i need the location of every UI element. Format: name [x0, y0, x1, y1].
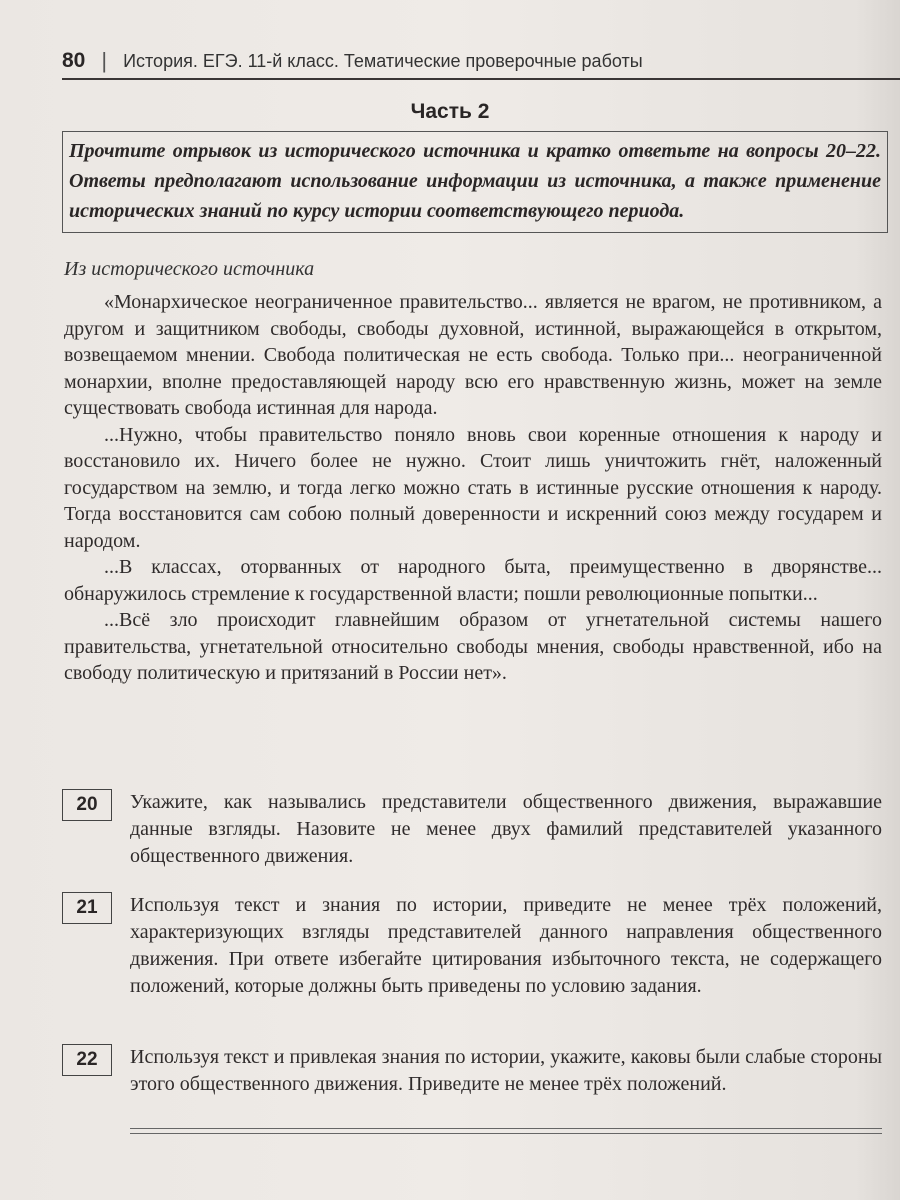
task-number-box: 21 [62, 892, 112, 924]
book-title: История. ЕГЭ. 11-й класс. Тематические проверочные работы [123, 50, 643, 71]
source-paragraph: ...Нужно, чтобы правительство поняло вновь свои коренные отношения к народу и восстановило их. Ничего более не нужно. Стоит лишь уничтожить гнёт, наложенный государством на землю, и тогда легко можно стать в истинные русские отношения к народу. Тогда восстановится сам собою полный доверенности и искренний союз между государем и народом. [64, 423, 882, 552]
task-text: Укажите, как назывались представители общественного движения, выражавшие данные взгляды. Назовите не менее двух фамилий представителей указанного общественного движения. [130, 791, 882, 867]
section-end-double-rule [130, 1128, 882, 1134]
source-label: Из исторического источника [64, 258, 315, 280]
header-separator: | [101, 48, 108, 73]
page-header [62, 44, 900, 80]
task-text: Используя текст и привлекая знания по истории, укажите, каковы были слабые стороны этого общественного движения. Приведите не менее трёх положений. [130, 1046, 882, 1095]
part-title: Часть 2 [410, 100, 490, 123]
task-20 [62, 789, 882, 870]
source-paragraph: «Монархическое неограниченное правительство... является не врагом, не противником, а другом и защитником свободы, свободы духовной, истинной, выражающейся в открытом, возвещаемом мнении. Свобода политическая не есть свобода. Только при... неограниченной монархии, вполне предоставляющей народу всю его нравственную жизнь, может на земле существовать свобода истинная для народа. [64, 291, 882, 419]
task-21 [62, 892, 882, 1000]
task-22 [62, 1044, 882, 1098]
page-number: 80 [62, 49, 86, 72]
task-text: Используя текст и знания по истории, приведите не менее трёх положений, характеризующих взгляды представителей данного направления общественного движения. При ответе избегайте цитирования избыточного текста, не содержащего положений, которые должны быть приведены по условию задания. [130, 894, 882, 997]
source-excerpt [64, 289, 882, 687]
instruction-box: Прочтите отрывок из исторического источника и кратко ответьте на вопросы 20–22. Ответы предполагают использование информации из источника, а также применение исторических знаний по курсу истории соответствующего периода. [62, 131, 888, 233]
source-paragraph: ...В классах, оторванных от народного быта, преимущественно в дворянстве... обнаружилось стремление к государственной власти; пошли революционные попытки... [64, 556, 882, 605]
source-paragraph: ...Всё зло происходит главнейшим образом от угнетательной системы нашего правительства, угнетательной относительно свободы мнения, свободы нравственной, ибо на свободу политическую и притязаний в России нет». [64, 609, 882, 684]
task-number-box: 22 [62, 1044, 112, 1076]
task-number-box: 20 [62, 789, 112, 821]
